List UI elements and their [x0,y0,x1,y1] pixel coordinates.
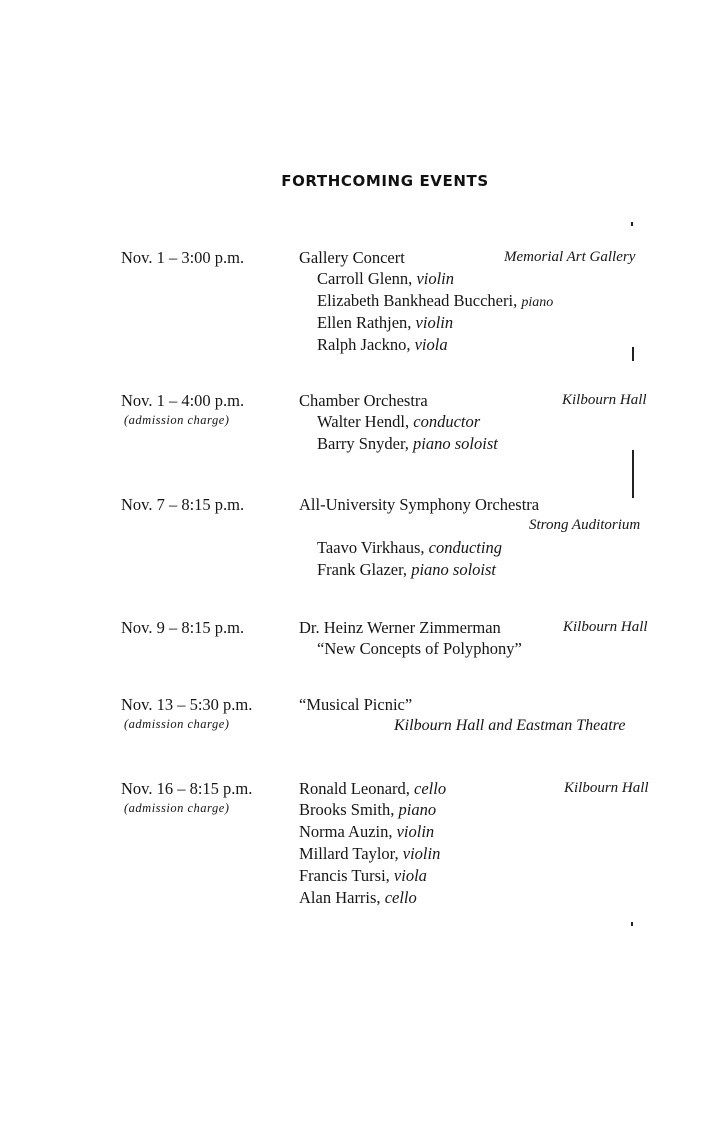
performer-name: Francis Tursi, [299,866,390,885]
event-title: “Musical Picnic” [299,695,413,714]
performer-role: piano [521,295,554,310]
event-title [299,779,446,799]
event-title: Chamber Orchestra [299,391,428,410]
performer-name: Ellen Rathjen, [317,313,412,332]
performer-line [299,822,434,842]
performer-role: violin [416,269,455,288]
event-note: (admission charge) [124,413,230,427]
performer-role: cello [384,888,417,907]
performer-role: cello [414,779,447,798]
performer-name: Brooks Smith, [299,800,395,819]
performer-line [317,269,454,289]
event-date: Nov. 1 – 3:00 p.m. [121,248,245,267]
event-date: Nov. 16 – 8:15 p.m. [121,779,253,798]
scan-mark [632,450,634,498]
performer-line [299,844,440,864]
performer-role: piano [398,800,437,819]
event-venue: Kilbourn Hall [563,619,648,635]
event-note: (admission charge) [124,717,230,731]
performer-line [317,434,498,454]
performer-name: Norma Auzin, [299,822,393,841]
event-date: Nov. 13 – 5:30 p.m. [121,695,253,714]
performer-role: viola [414,335,448,354]
performer-name: Millard Taylor, [299,844,399,863]
performer-role: piano soloist [413,434,498,453]
performer-name: Elizabeth Bankhead Buccheri, [317,291,518,310]
performer-name: Ronald Leonard, [299,779,410,798]
performer-name: Ralph Jackno, [317,335,411,354]
scan-mark [631,922,633,926]
performer-name: Frank Glazer, [317,560,408,579]
performer-line [317,560,496,580]
performer-role: conducting [428,538,502,557]
event-title: Dr. Heinz Werner Zimmerman [299,618,501,637]
event-title: Gallery Concert [299,248,405,267]
performer-name: Taavo Virkhaus, [317,538,425,557]
event-venue: Kilbourn Hall [564,780,649,796]
event-note: (admission charge) [124,801,230,815]
performer-name: Alan Harris, [299,888,381,907]
event-date: Nov. 1 – 4:00 p.m. [121,391,245,410]
event-date: Nov. 9 – 8:15 p.m. [121,618,245,637]
performer-name: Carroll Glenn, [317,269,413,288]
performer-name: Barry Snyder, [317,434,409,453]
performer-line [317,335,448,355]
event-venue: Kilbourn Hall and Eastman Theatre [394,717,626,734]
event-subtitle: “New Concepts of Polyphony” [317,639,522,658]
performer-line [317,291,553,311]
scan-mark [632,347,634,361]
performer-line [317,313,453,333]
performer-role: viola [393,866,427,885]
performer-line [299,888,417,908]
performer-role: violin [415,313,454,332]
event-date: Nov. 7 – 8:15 p.m. [121,495,245,514]
performer-role: violin [396,822,435,841]
page-title: FORTHCOMING EVENTS [281,172,489,190]
performer-role: piano soloist [411,560,496,579]
event-venue: Memorial Art Gallery [504,249,636,265]
performer-line [317,412,480,432]
event-venue: Kilbourn Hall [562,392,647,408]
performer-line [299,800,436,820]
performer-name: Walter Hendl, [317,412,410,431]
performer-role: conductor [413,412,481,431]
event-venue: Strong Auditorium [529,517,641,533]
scan-mark [631,222,633,226]
performer-line [317,538,502,558]
performer-role: violin [402,844,441,863]
event-title: All-University Symphony Orchestra [299,495,540,514]
performer-line [299,866,427,886]
